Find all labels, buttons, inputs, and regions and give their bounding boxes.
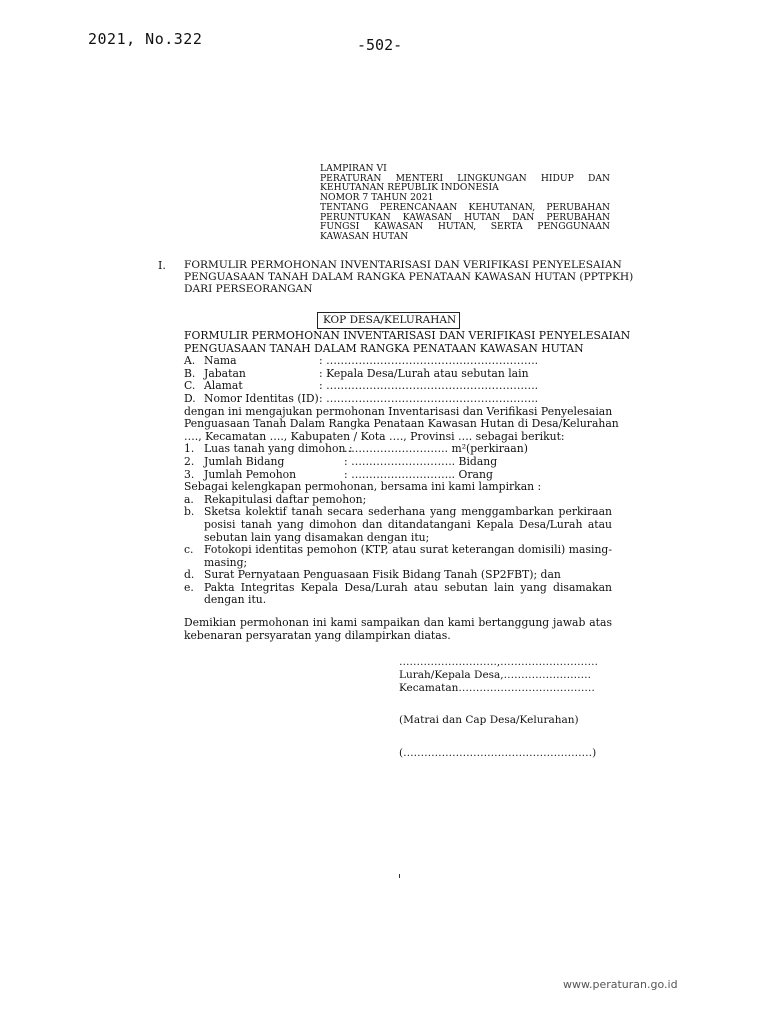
field-letter: C. [184, 379, 196, 393]
closing-line: kebenaran persyaratan yang dilampirkan diatas. [184, 628, 451, 642]
field-row-id [184, 393, 612, 406]
document-reference: 2021, No.322 [88, 30, 203, 48]
lampiran-line: FUNGSI KAWASAN HUTAN, SERTA PENGGUNAAN [320, 221, 610, 233]
signature-materai: (Matrai dan Cap Desa/Kelurahan) [399, 714, 579, 727]
lampiran-line: PERUNTUKAN KAWASAN HUTAN DAN PERUBAHAN [320, 211, 610, 223]
item-row-bidang [184, 456, 612, 469]
attachment-item [184, 544, 612, 557]
signature-lurah: Lurah/Kepala Desa,……………………. [399, 668, 591, 681]
lampiran-line: TENTANG PERENCANAAN KEHUTANAN, PERUBAHAN [320, 201, 610, 213]
attachment-item [184, 569, 612, 582]
signature-kecamatan: Kecamatan………………………………… [399, 681, 595, 694]
intro-line: dengan ini mengajukan permohonan Inventarisasi dan Verifikasi Penyelesaian [184, 404, 613, 418]
item-label: Jumlah Bidang [204, 454, 285, 468]
footer-website[interactable]: www.peraturan.go.id [563, 978, 678, 991]
attachment-text: posisi tanah yang dimohon dan ditandatangani Kepala Desa/Lurah atau [204, 517, 612, 531]
item-number: 1. [184, 442, 195, 456]
item-number: 2. [184, 454, 195, 468]
attachment-text: dengan itu. [204, 593, 267, 607]
lampiran-line: LAMPIRAN VI [320, 163, 387, 174]
lampiran-line: PERATURAN MENTERI LINGKUNGAN HIDUP DAN [320, 172, 610, 184]
signature-name: (………………………………………………) [399, 747, 597, 760]
form-title-line: FORMULIR PERMOHONAN INVENTARISASI DAN VERIFIKASI PENYELESAIAN [184, 329, 631, 342]
lampiran-heading [320, 164, 610, 242]
item-label: Jumlah Pemohon [204, 467, 297, 481]
intro-line: Penguasaan Tanah Dalam Rangka Penataan Kawasan Hutan di Desa/Kelurahan [184, 417, 619, 431]
form-title-line: PENGUASAAN TANAH DALAM RANGKA PENATAAN KAWASAN HUTAN [184, 341, 584, 355]
attachment-text: Fotokopi identitas pemohon (KTP, atau surat keterangan domisili) masing- [204, 543, 612, 557]
field-label: Nomor Identitas (ID) [204, 391, 319, 405]
closing-line: Demikian permohonan ini kami sampaikan dan kami bertanggung jawab atas [184, 616, 612, 630]
attachment-text: Rekapitulasi daftar pemohon; [204, 492, 367, 506]
page-mark [399, 874, 400, 878]
attachment-text: sebutan lain yang disamakan dengan itu; [204, 530, 430, 544]
field-value: : ………………………………………………….. [319, 354, 539, 368]
attachments-intro: Sebagai kelengkapan permohonan, bersama ini kami lampirkan : [184, 480, 542, 494]
field-letter: B. [184, 366, 196, 380]
attachment-letter: e. [184, 580, 194, 594]
field-value: : ………………………………………………….. [319, 379, 539, 393]
field-letter: A. [184, 354, 196, 368]
section-title-line: DARI PERSEORANGAN [184, 283, 313, 295]
section-number: I. [158, 259, 166, 272]
item-number: 3. [184, 467, 195, 481]
field-label: Nama [204, 354, 237, 368]
attachment-letter: b. [184, 505, 195, 519]
field-row-name [184, 355, 612, 368]
field-letter: D. [184, 391, 196, 405]
item-value: : ……………………….. Orang [344, 467, 493, 481]
item-value: ……………………….. m²(perkiraan) [344, 442, 528, 456]
attachment-text: Pakta Integritas Kepala Desa/Lurah atau sebutan lain yang disamakan [204, 580, 612, 594]
section-title-line: PENGUASAAN TANAH DALAM RANGKA PENATAAN KAWASAN HUTAN (PPTPKH) [184, 271, 634, 283]
field-value: : Kepala Desa/Lurah atau sebutan lain [319, 366, 529, 380]
field-label: Jabatan [204, 366, 246, 380]
kop-box: KOP DESA/KELURAHAN [317, 312, 460, 329]
item-value: : ……………………….. Bidang [344, 454, 498, 468]
lampiran-line: KAWASAN HUTAN [320, 230, 409, 242]
attachment-letter: c. [184, 543, 194, 557]
signature-place-date: ……………………….,………………………. [399, 656, 599, 668]
attachment-text: Sketsa kolektif tanah secara sederhana yang menggambarkan perkiraan [204, 505, 612, 519]
attachment-text: Surat Pernyataan Penguasaan Fisik Bidang Tanah (SP2FBT); dan [204, 568, 561, 582]
signature-block [399, 656, 598, 760]
field-label: Alamat [204, 379, 243, 393]
section-title-line: FORMULIR PERMOHONAN INVENTARISASI DAN VERIFIKASI PENYELESAIAN [184, 259, 622, 271]
attachment-letter: a. [184, 492, 194, 506]
form-body [184, 329, 631, 642]
field-value: : ………………………………………………….. [319, 391, 539, 405]
item-label: Luas tanah yang dimohon : [204, 442, 353, 456]
lampiran-line: NOMOR 7 TAHUN 2021 [320, 192, 434, 204]
page-number: -502- [357, 36, 403, 54]
attachment-letter: d. [184, 568, 195, 582]
section-title [184, 259, 634, 295]
attachment-text: masing; [204, 555, 248, 569]
intro-line: …., Kecamatan …., Kabupaten / Kota …., Provinsi …. sebagai berikut: [184, 429, 565, 443]
lampiran-line: KEHUTANAN REPUBLIK INDONESIA [320, 182, 499, 194]
